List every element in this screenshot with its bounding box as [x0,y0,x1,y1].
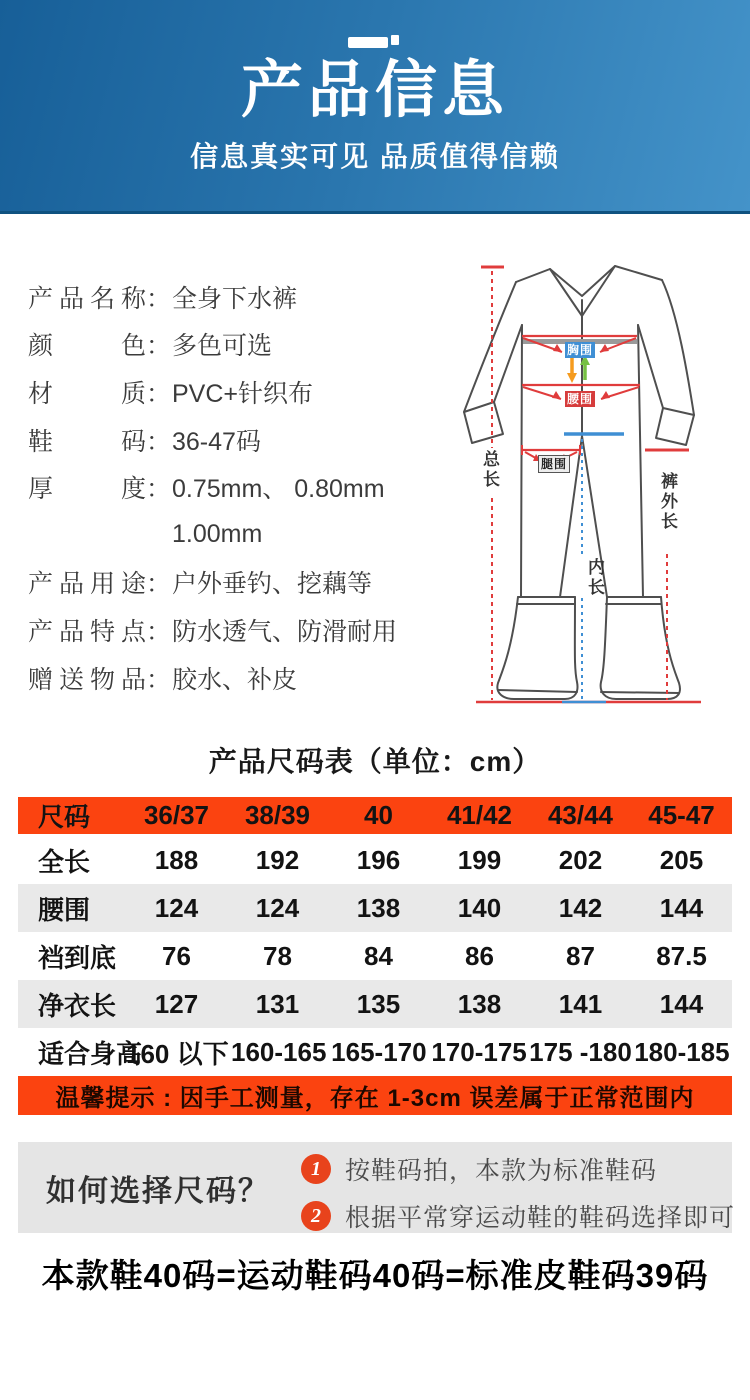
spec-value: 全身下水裤 [172,284,298,313]
size-diagram [448,252,750,732]
spec-colon: ： [146,475,172,504]
value-cell: 202 [558,844,603,875]
spec-row-name [28,273,458,321]
spec-colon: ： [146,665,172,694]
spec-colon: ： [146,617,172,646]
header-banner [0,0,750,214]
spec-row-material [28,368,458,416]
spec-label: 产品用途 [28,570,146,599]
spec-row-thickness [28,463,458,511]
value-cell: 141 [558,988,603,1019]
how-to-heading: 如何选择尺码？ [46,1174,270,1208]
spec-row-color [28,321,458,369]
value-cell: 127 [154,988,199,1019]
wader-garment-drawing [448,252,750,732]
value-cell: 86 [465,940,494,971]
spec-colon: ： [146,379,172,408]
value-cell: 192 [255,844,300,875]
size-table-title: 产品尺码表（单位：cm） [208,746,542,777]
spec-value: 多色可选 [172,332,273,361]
spec-value: 36-47码 [172,427,261,456]
size-table-header-row [18,797,732,834]
list-item [301,1198,735,1234]
value-cell: 144 [659,892,704,923]
row-label-cell: 适合身高 [38,1038,143,1069]
value-cell: 87 [566,940,595,971]
list-item [301,1151,735,1187]
row-label-cell: 腰围 [38,894,91,925]
how-to-choose-box [18,1142,736,1233]
value-cell: 138 [457,988,502,1019]
row-label-cell: 净衣长 [38,990,117,1021]
outer-length-label: 裤外长 [658,472,677,532]
step-2-badge: 2 [301,1201,331,1231]
spec-colon: ： [146,332,172,361]
page-title: 产品信息 [240,56,509,125]
header-cell: 36/37 [143,800,210,830]
row-label-cell: 全长 [38,846,91,877]
value-cell: 205 [659,844,704,875]
value-cell: 170-175 [431,1036,527,1067]
value-cell: 87.5 [656,940,707,971]
spec-value: 户外垂钓、挖藕等 [172,570,373,599]
spec-label: 鞋码 [28,427,146,456]
size-table [18,797,732,1115]
value-cell: 124 [255,892,300,923]
value-cell: 165-170 [331,1036,427,1067]
value-cell: 135 [356,988,401,1019]
value-cell: 142 [558,892,603,923]
chest-label-chip: 胸围 [567,343,594,357]
spec-label: 材质 [28,379,146,408]
spec-value: 防水透气、防滑耐用 [172,617,398,646]
spec-value: 胶水、补皮 [172,665,298,694]
value-cell: 196 [356,844,401,875]
value-cell: 188 [154,844,199,875]
value-cell: 160 以下 [126,1038,229,1069]
spec-row-gifts [28,654,458,702]
value-cell: 199 [457,844,502,875]
measure-tip-bar: 温馨提示 : 因手工测量，存在 1-3cm 误差属于正常范围内 [18,1076,732,1115]
spec-row-shoe-size [28,416,458,464]
brush-dash-icon [348,35,400,49]
value-cell: 175 -180 [529,1036,632,1067]
value-cell: 131 [255,988,300,1019]
total-length-label: 总长 [480,450,499,490]
value-cell: 140 [457,892,502,923]
header-cell: 45-47 [648,800,715,830]
table-row [18,1028,732,1076]
spec-value: 1.00mm [172,520,263,549]
inner-length-label: 内长 [585,558,604,598]
product-specs [28,273,458,701]
spec-value: 0.75mm、 0.80mm [172,475,385,504]
value-cell: 180-185 [634,1036,730,1067]
header-cell: 尺码 [38,802,91,832]
shoe-size-note: 本款鞋40码=运动鞋码40码=标准皮鞋码39码 [41,1257,709,1294]
step-2-text: 根据平常穿运动鞋的鞋码选择即可 [345,1204,736,1232]
spec-colon: ： [146,427,172,456]
value-cell: 160-165 [230,1036,327,1067]
table-row [18,884,732,932]
spec-colon: ： [146,284,172,313]
spec-label: 赠送物品 [28,665,146,694]
value-cell: 124 [154,892,199,923]
value-cell: 138 [356,892,401,923]
value-cell: 78 [263,940,292,971]
thigh-label-chip: 腿围 [538,455,570,473]
header-cell: 41/42 [446,800,513,830]
page-subtitle: 信息真实可见 品质值得信赖 [190,141,560,172]
header-cell: 43/44 [547,800,614,830]
how-to-items [301,1151,735,1234]
value-cell: 84 [364,940,393,971]
spec-label: 颜色 [28,332,146,361]
spec-label: 产品名称 [28,284,146,313]
step-1-badge: 1 [301,1154,331,1184]
table-row [18,932,732,980]
spec-value: PVC+针织布 [172,379,314,408]
step-1-text: 按鞋码拍，本款为标准鞋码 [345,1157,658,1185]
waist-label-chip: 腰围 [567,392,594,406]
spec-label: 产品特点 [28,617,146,646]
spec-row-usage [28,559,458,607]
spec-row-features [28,606,458,654]
spec-label: 厚度 [28,475,146,504]
table-row [18,980,732,1028]
value-cell: 76 [162,940,191,971]
table-row [18,836,732,884]
header-cell: 38/39 [244,800,311,830]
header-cell: 40 [364,800,393,830]
spec-colon: ： [146,570,172,599]
value-cell: 144 [659,988,704,1019]
spec-row-thickness-cont [28,511,458,559]
row-label-cell: 裆到底 [38,942,117,973]
